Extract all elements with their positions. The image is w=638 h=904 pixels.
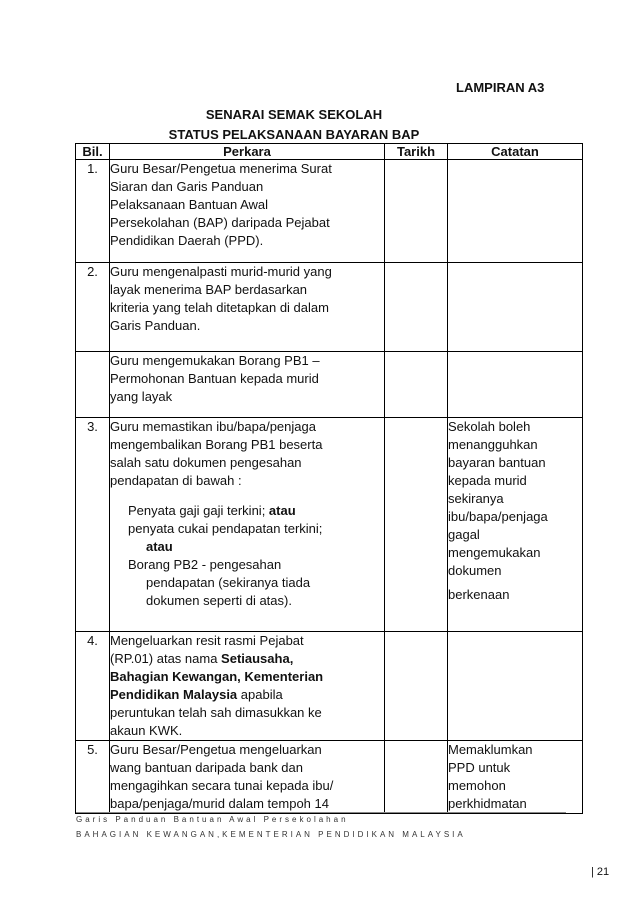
page-number: | 21 [591, 866, 610, 878]
sub-item-or [110, 538, 384, 556]
perkara-line: Pendidikan Daerah (PPD). [110, 233, 264, 248]
sub-item-pb2: Borang PB2 - pengesahan [128, 557, 282, 572]
footer-document-title: Garis Panduan Bantuan Awal Persekolahan [76, 815, 349, 824]
row-catatan[interactable] [448, 418, 583, 632]
lampiran-label: LAMPIRAN A3 [456, 80, 545, 95]
row-tarikh[interactable] [385, 352, 448, 418]
table-row [76, 263, 583, 352]
perkara-line: Garis Panduan. [110, 318, 201, 333]
perkara-line: Permohonan Bantuan kepada murid [110, 371, 319, 386]
header-catatan: Catatan [448, 144, 583, 160]
row-number: 5. [76, 741, 110, 814]
perkara-text: (RP.01) atas nama [110, 651, 222, 666]
catatan-line: ibu/bapa/penjaga [448, 509, 548, 524]
row-perkara [110, 160, 385, 263]
catatan-line: Sekolah boleh [448, 419, 531, 434]
perkara-line: layak menerima BAP berdasarkan [110, 282, 308, 297]
row-tarikh[interactable] [385, 263, 448, 352]
sub-item-pb2-line: pendapatan (sekiranya tiada [146, 575, 311, 590]
perkara-bold: Setiausaha, [221, 651, 294, 666]
perkara-line: Guru mengenalpasti murid-murid yang [110, 264, 332, 279]
row-number: 4. [76, 632, 110, 741]
row-catatan[interactable] [448, 741, 583, 814]
perkara-line: peruntukan telah sah dimasukkan ke [110, 705, 322, 720]
sub-item-payslip [110, 502, 384, 520]
row-catatan[interactable] [448, 632, 583, 741]
perkara-line: Siaran dan Garis Panduan [110, 179, 264, 194]
footer-ministry: BAHAGIAN KEWANGAN,KEMENTERIAN PENDIDIKAN MALAYSIA [76, 830, 466, 839]
row-tarikh[interactable] [385, 632, 448, 741]
perkara-line [110, 650, 384, 668]
row-number: 1. [76, 160, 110, 263]
sub-item-or-text: atau [146, 539, 173, 554]
sub-item-pb2-line: dokumen seperti di atas). [146, 593, 292, 608]
perkara-line: salah satu dokumen pengesahan [110, 455, 302, 470]
catatan-line: gagal [448, 527, 480, 542]
catatan-line: Memaklumkan [448, 742, 533, 757]
row-number [76, 352, 110, 418]
sub-item-tax: penyata cukai pendapatan terkini; [128, 521, 323, 536]
sub-item-or: atau [268, 503, 296, 518]
catatan-line: dokumen [448, 563, 502, 578]
catatan-line: memohon [448, 778, 506, 793]
row-tarikh[interactable] [385, 160, 448, 263]
table-row [76, 160, 583, 263]
perkara-line: yang layak [110, 389, 173, 404]
row-catatan[interactable] [448, 263, 583, 352]
table-header-row [76, 144, 583, 160]
catatan-line: kepada murid [448, 473, 527, 488]
table-row [76, 741, 583, 814]
row-number: 2. [76, 263, 110, 352]
perkara-line: wang bantuan daripada bank dan [110, 760, 303, 775]
row-perkara [110, 352, 385, 418]
row-tarikh[interactable] [385, 418, 448, 632]
perkara-line [110, 668, 384, 686]
catatan-line: bayaran bantuan [448, 455, 546, 470]
checklist-table [75, 143, 583, 814]
catatan-line: menangguhkan [448, 437, 538, 452]
perkara-bold: Bahagian Kewangan, Kementerian [110, 669, 324, 684]
header-tarikh: Tarikh [385, 144, 448, 160]
row-catatan[interactable] [448, 160, 583, 263]
perkara-line: Guru Besar/Pengetua mengeluarkan [110, 742, 322, 757]
table-row [76, 352, 583, 418]
catatan-line: sekiranya [448, 491, 504, 506]
perkara-line: Pelaksanaan Bantuan Awal [110, 197, 269, 212]
perkara-text: apabila [237, 687, 283, 702]
perkara-line: Mengeluarkan resit rasmi Pejabat [110, 633, 304, 648]
perkara-line: pendapatan di bawah : [110, 473, 242, 488]
catatan-line: perkhidmatan [448, 796, 527, 811]
perkara-line: mengembalikan Borang PB1 beserta [110, 437, 323, 452]
spacer [110, 490, 384, 502]
perkara-line: Persekolahan (BAP) daripada Pejabat [110, 215, 330, 230]
table-row [76, 418, 583, 632]
row-perkara [110, 741, 385, 814]
sub-item-text: Penyata gaji gaji terkini; [128, 503, 269, 518]
perkara-line [110, 686, 384, 704]
header-bil: Bil. [76, 144, 110, 160]
header-perkara: Perkara [110, 144, 385, 160]
row-tarikh[interactable] [385, 741, 448, 814]
perkara-line: mengagihkan secara tunai kepada ibu/ [110, 778, 334, 793]
footer-divider [76, 812, 566, 813]
catatan-line: mengemukakan [448, 545, 541, 560]
perkara-line: akaun KWK. [110, 723, 183, 738]
page-title: SENARAI SEMAK SEKOLAH [205, 107, 383, 122]
row-number: 3. [76, 418, 110, 632]
perkara-line: bapa/penjaga/murid dalam tempoh 14 [110, 796, 329, 811]
perkara-line: Guru Besar/Pengetua menerima Surat [110, 161, 332, 176]
row-perkara [110, 418, 385, 632]
row-perkara [110, 263, 385, 352]
perkara-line: kriteria yang telah ditetapkan di dalam [110, 300, 329, 315]
perkara-line: Guru mengemukakan Borang PB1 – [110, 353, 320, 368]
catatan-line: PPD untuk [448, 760, 511, 775]
row-perkara [110, 632, 385, 741]
perkara-line: Guru memastikan ibu/bapa/penjaga [110, 419, 316, 434]
catatan-line: berkenaan [448, 587, 510, 602]
row-catatan[interactable] [448, 352, 583, 418]
perkara-bold: Pendidikan Malaysia [110, 687, 238, 702]
table-row [76, 632, 583, 741]
page-subtitle: STATUS PELAKSANAAN BAYARAN BAP [168, 127, 420, 142]
